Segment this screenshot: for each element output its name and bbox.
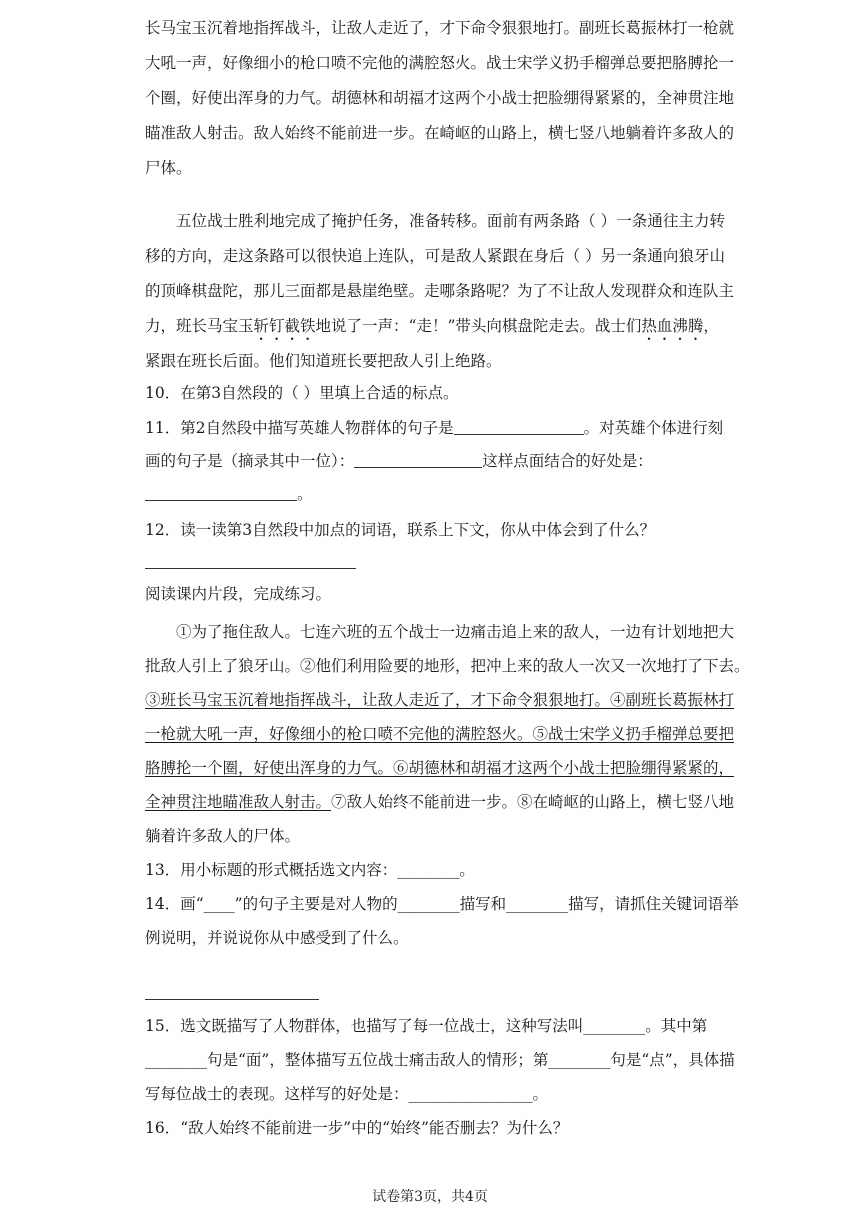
passage-line: 五位战士胜利地完成了掩护任务，准备转移。面前有两条路（ ）一条通往主力转 bbox=[176, 212, 725, 230]
section-instruction: 阅读课内片段，完成练习。 bbox=[145, 585, 332, 603]
underline-sample: ____ bbox=[203, 895, 235, 913]
underlined-passage-line: 一枪就大吼一声，好像细小的枪口喷不完他的满腔怒火。⑤战士宋学义扔手榴弹总要把 bbox=[145, 725, 735, 743]
question-16: 16．“敌人始终不能前进一步”中的“始终”能否删去？为什么？ bbox=[145, 1119, 569, 1137]
dotted-word-zhandingjietie: 斩钉截铁 bbox=[253, 317, 316, 335]
text-segment: 11．第2自然段中描写英雄人物群体的句子是 bbox=[145, 419, 454, 437]
question-15-line-3: 写每位战士的表现。这样写的好处是：________________。 bbox=[145, 1085, 549, 1103]
text-segment: 这样点面结合的好处是： bbox=[482, 452, 653, 470]
underlined-passage-line: 胳膊抡一个圈，好使出浑身的力气。⑥胡德林和胡福才这两个小战士把脸绷得紧紧的， bbox=[145, 759, 735, 777]
answer-blank[interactable] bbox=[454, 419, 584, 435]
answer-blank[interactable] bbox=[145, 485, 297, 501]
answer-blank[interactable] bbox=[354, 452, 482, 468]
question-10: 10．在第3自然段的（ ）里填上合适的标点。 bbox=[145, 384, 459, 402]
text-segment: ⑦敌人始终不能前进一步。⑧在崎岖的山路上，横七竖八地 bbox=[331, 793, 735, 811]
passage-line: 尸体。 bbox=[145, 159, 192, 177]
page-footer: 试卷第3页，共4页 bbox=[372, 1189, 488, 1205]
passage-line: 瞄准敌人射击。敌人始终不能前进一步。在崎岖的山路上，横七竖八地躺着许多敌人的 bbox=[145, 124, 735, 142]
passage-line: 大吼一声，好像细小的枪口喷不完他的满腔怒火。战士宋学义扔手榴弹总要把胳膊抡一 bbox=[145, 54, 735, 72]
passage-line: 的顶峰棋盘陀，那儿三面都是悬崖绝壁。走哪条路呢？为了不让敌人发现群众和连队主 bbox=[145, 282, 735, 300]
text-segment: 。 bbox=[297, 485, 313, 503]
underlined-text: 全神贯注地瞄准敌人射击。 bbox=[145, 793, 332, 811]
passage-line: 移的方向，走这条路可以很快追上连队，可是敌人紧跟在身后（ ）另一条通向狼牙山 bbox=[145, 247, 725, 265]
question-15-line-2: ________句是“面”，整体描写五位战士痛击敌人的情形；第________句是“点”，具体描 bbox=[145, 1051, 735, 1069]
text-segment: 地说了一声：“走！”带头向棋盘陀走去。战士们 bbox=[315, 317, 642, 335]
question-13: 13．用小标题的形式概括选文内容：________。 bbox=[145, 861, 475, 879]
underlined-passage-line: ③班长马宝玉沉着地指挥战斗，让敌人走近了，才下命令狠狠地打。④副班长葛振林打 bbox=[145, 691, 735, 709]
passage-line: 长马宝玉沉着地指挥战斗，让敌人走近了，才下命令狠狠地打。副班长葛振林打一枪就 bbox=[145, 19, 735, 37]
question-14-line-1 bbox=[145, 894, 739, 914]
text-segment: 力，班长马宝玉 bbox=[145, 317, 254, 335]
text-segment: 。对英雄个体进行刻 bbox=[583, 419, 724, 437]
passage-line: 躺着许多敌人的尸体。 bbox=[145, 827, 301, 845]
question-12: 12．读一读第3自然段中加点的词语，联系上下文，你从中体会到了什么？ bbox=[145, 521, 656, 539]
dotted-word-rexuefeiteng: 热血沸腾 bbox=[641, 317, 704, 335]
question-11-line-2 bbox=[145, 451, 725, 471]
passage-line bbox=[145, 792, 735, 812]
question-14-line-2: 例说明，并说说你从中感受到了什么。 bbox=[145, 929, 409, 947]
text-segment: ”的句子主要是对人物的________描写和________描写，请抓住关键词语举 bbox=[234, 895, 739, 913]
answer-line[interactable] bbox=[145, 568, 356, 569]
text-segment: 14．画“ bbox=[145, 895, 204, 913]
passage-line: ①为了拖住敌人。七连六班的五个战士一边痛击追上来的敌人，一边有计划地把大 bbox=[176, 623, 735, 641]
answer-line[interactable] bbox=[145, 999, 319, 1000]
passage-line: 紧跟在班长后面。他们知道班长要把敌人引上绝路。 bbox=[145, 352, 502, 370]
question-11-line-3 bbox=[145, 484, 725, 504]
question-11-line-1 bbox=[145, 418, 725, 438]
text-segment: ， bbox=[703, 317, 719, 335]
passage-line: 个圈，好使出浑身的力气。胡德林和胡福才这两个小战士把脸绷得紧紧的，全神贯注地 bbox=[145, 89, 735, 107]
text-segment: 画的句子是（摘录其中一位）： bbox=[145, 452, 355, 470]
passage-line bbox=[145, 316, 725, 344]
question-15-line-1: 15．选文既描写了人物群体，也描写了每一位战士，这种写法叫________。其中第 bbox=[145, 1017, 708, 1035]
passage-line: 批敌人引上了狼牙山。②他们利用险要的地形，把冲上来的敌人一次又一次地打了下去。 bbox=[145, 657, 750, 675]
